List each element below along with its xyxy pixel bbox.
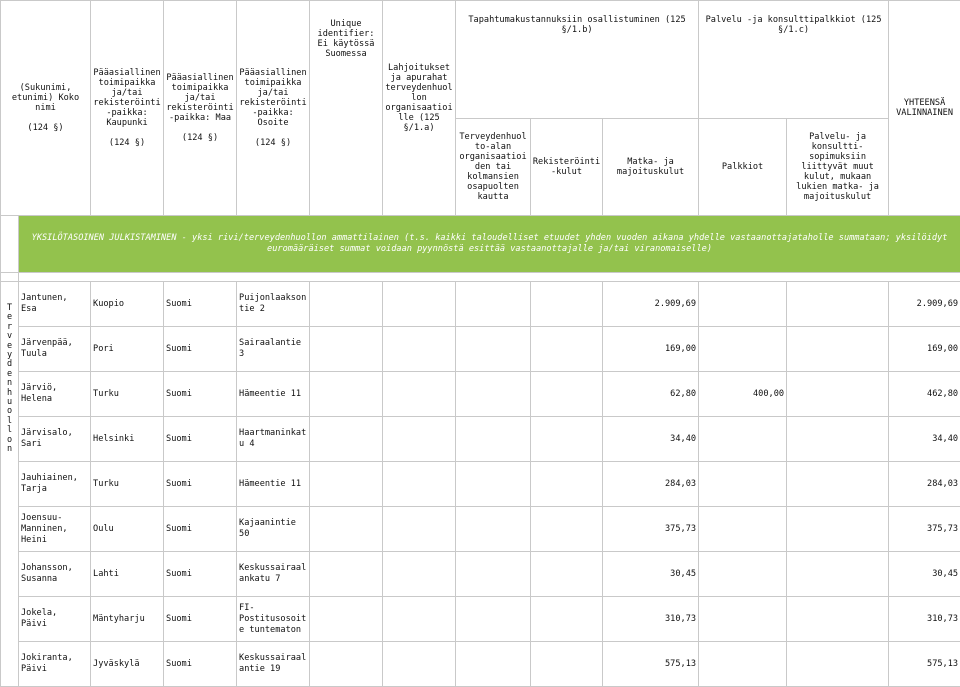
- header-registration: Rekisteröinti-kulut: [531, 118, 603, 215]
- travel-cost: 30,45: [603, 552, 699, 597]
- recipient-name: Jokela, Päivi: [19, 597, 91, 642]
- recipient-address: Sairaalantie 3: [237, 327, 310, 372]
- header-full-name: (Sukunimi, etunimi) Koko nimi (124 §): [1, 1, 91, 216]
- recipient-country: Suomi: [164, 597, 237, 642]
- recipient-country: Suomi: [164, 552, 237, 597]
- row-total: 169,00: [889, 327, 960, 372]
- recipient-city: Pori: [91, 327, 164, 372]
- header-unique-id: Unique identifier: Ei käytössä Suomessa: [310, 1, 383, 216]
- row-total: 310,73: [889, 597, 960, 642]
- travel-cost: 375,73: [603, 507, 699, 552]
- recipient-address: Kajaanintie 50: [237, 507, 310, 552]
- header-total: YHTEENSÄ VALINNAINEN: [889, 1, 960, 216]
- travel-cost: 310,73: [603, 597, 699, 642]
- fees: [699, 507, 787, 552]
- recipient-address: Hämeentie 11: [237, 372, 310, 417]
- recipient-country: Suomi: [164, 417, 237, 462]
- recipient-country: Suomi: [164, 327, 237, 372]
- travel-cost: 34,40: [603, 417, 699, 462]
- fees: [699, 462, 787, 507]
- fees: [699, 597, 787, 642]
- row-total: 575,13: [889, 642, 960, 687]
- row-total: 284,03: [889, 462, 960, 507]
- header-address: Pääasiallinen toimipaikka ja/tai rekisteröinti-paikka: Osoite (124 §): [237, 1, 310, 216]
- side-label: Terveydenhuollon: [1, 282, 19, 687]
- recipient-address: Hämeentie 11: [237, 462, 310, 507]
- fees: [699, 552, 787, 597]
- travel-cost: 284,03: [603, 462, 699, 507]
- recipient-name: Järvisalo, Sari: [19, 417, 91, 462]
- recipient-name: Jokiranta, Päivi: [19, 642, 91, 687]
- recipient-country: Suomi: [164, 282, 237, 327]
- table-row: [1, 372, 960, 417]
- travel-cost: 62,80: [603, 372, 699, 417]
- recipient-name: Jauhiainen, Tarja: [19, 462, 91, 507]
- recipient-address: Haartmaninkatu 4: [237, 417, 310, 462]
- header-donations: Lahjoitukset ja apurahat terveydenhuollon organisaatioille (125 §/1.a): [383, 1, 456, 216]
- disclosure-banner: YKSILÖTASOINEN JULKISTAMINEN - yksi rivi/terveydenhuollon ammattilainen (t.s. kaikki taloudelliset etuudet yhden vuoden aikana yhdelle vastaanottajataholle summataan; yksilöidyt euromääräiset summat voidaan pyynnöstä esittää vastaanottajalle ja/tai viranomaiselle): [19, 216, 960, 273]
- recipient-address: Puijonlaaksontie 2: [237, 282, 310, 327]
- row-total: 462,80: [889, 372, 960, 417]
- fees: [699, 642, 787, 687]
- header-service-fees: Palvelu -ja konsulttipalkkiot (125 §/1.c): [699, 1, 889, 119]
- side-label-cell: [1, 216, 19, 273]
- header-row: [1, 1, 960, 119]
- recipient-city: Turku: [91, 372, 164, 417]
- header-via-organisations: Terveydenhuolto-alan organisaatioiden tai kolmansien osapuolten kautta: [456, 118, 531, 215]
- recipient-address: Keskussairaalantie 19: [237, 642, 310, 687]
- recipient-city: Lahti: [91, 552, 164, 597]
- recipient-city: Mäntyharju: [91, 597, 164, 642]
- row-total: 34,40: [889, 417, 960, 462]
- table-row: [1, 282, 960, 327]
- recipient-address: FI-Postitusosoite tuntematon: [237, 597, 310, 642]
- recipient-country: Suomi: [164, 642, 237, 687]
- recipient-city: Jyväskylä: [91, 642, 164, 687]
- header-fees: Palkkiot: [699, 118, 787, 215]
- header-country: Pääasiallinen toimipaikka ja/tai rekisteröinti-paikka: Maa (124 §): [164, 1, 237, 216]
- fees: [699, 327, 787, 372]
- recipient-name: Järvenpää, Tuula: [19, 327, 91, 372]
- header-other-costs: Palvelu- ja konsultti-sopimuksiin liittyvät muut kulut, mukaan lukien matka- ja majoituskulut: [787, 118, 889, 215]
- recipient-city: Kuopio: [91, 282, 164, 327]
- table-row: [1, 507, 960, 552]
- recipient-name: Johansson, Susanna: [19, 552, 91, 597]
- header-city: Pääasiallinen toimipaikka ja/tai rekisteröinti-paikka: Kaupunki (124 §): [91, 1, 164, 216]
- recipient-city: Oulu: [91, 507, 164, 552]
- travel-cost: 169,00: [603, 327, 699, 372]
- recipient-country: Suomi: [164, 372, 237, 417]
- recipient-city: Turku: [91, 462, 164, 507]
- recipient-name: Järviö, Helena: [19, 372, 91, 417]
- table-row: [1, 462, 960, 507]
- fees: [699, 282, 787, 327]
- table-row: [1, 642, 960, 687]
- recipient-country: Suomi: [164, 507, 237, 552]
- travel-cost: 2.909,69: [603, 282, 699, 327]
- fees: 400,00: [699, 372, 787, 417]
- row-total: 375,73: [889, 507, 960, 552]
- recipient-country: Suomi: [164, 462, 237, 507]
- recipient-name: Joensuu-Manninen, Heini: [19, 507, 91, 552]
- table-row: [1, 552, 960, 597]
- row-total: 2.909,69: [889, 282, 960, 327]
- header-event-costs: Tapahtumakustannuksiin osallistuminen (125 §/1.b): [456, 1, 699, 119]
- header-travel: Matka- ja majoituskulut: [603, 118, 699, 215]
- fees: [699, 417, 787, 462]
- recipient-city: Helsinki: [91, 417, 164, 462]
- row-total: 30,45: [889, 552, 960, 597]
- table-row: [1, 597, 960, 642]
- recipient-address: Keskussairaalankatu 7: [237, 552, 310, 597]
- travel-cost: 575,13: [603, 642, 699, 687]
- recipient-name: Jantunen, Esa: [19, 282, 91, 327]
- table-row: [1, 327, 960, 372]
- table-row: [1, 417, 960, 462]
